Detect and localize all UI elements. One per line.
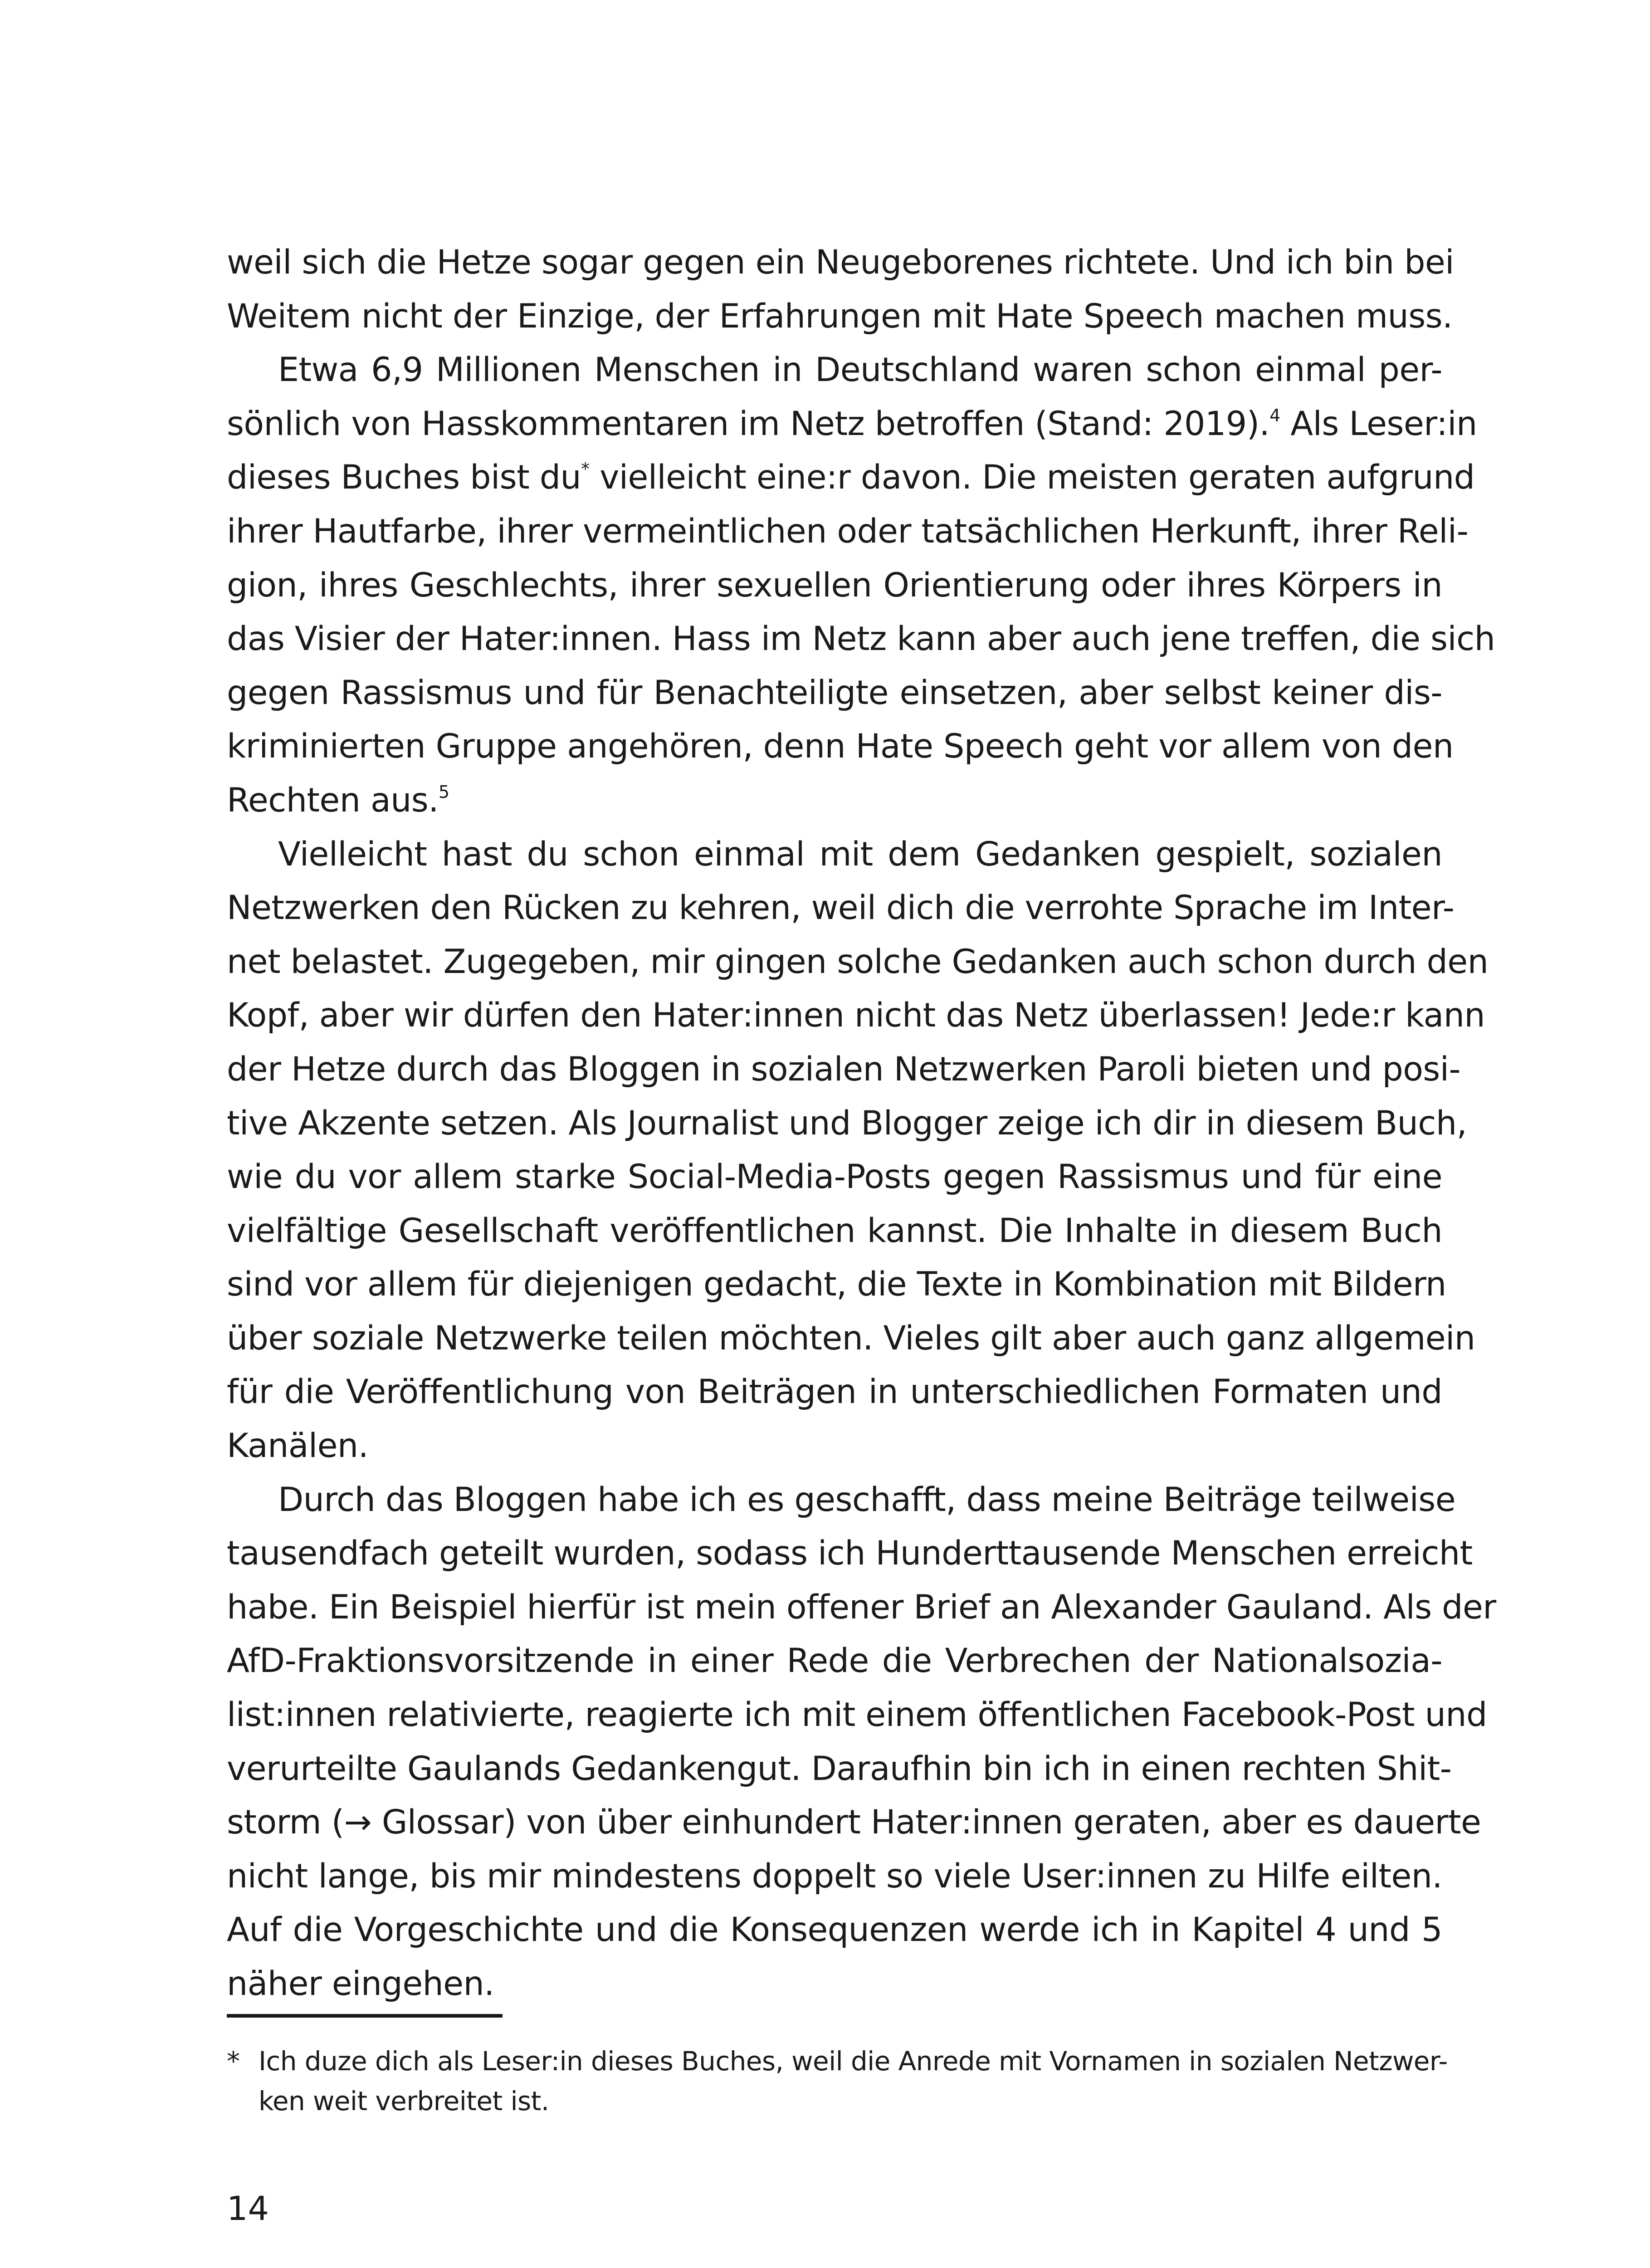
text-line <box>227 1043 1461 1097</box>
text-line-content: Als Leser:in <box>1280 404 1477 443</box>
text-line <box>227 1742 1452 1796</box>
text-line <box>227 1850 1442 1904</box>
text-line-content: storm (→ Glossar) von über einhundert Hater:innen geraten, aber es dauerte <box>227 1803 1481 1842</box>
text-line-content: über soziale Netzwerke teilen möchten. Vieles gilt aber auch ganz allgemein <box>227 1319 1475 1358</box>
text-line <box>227 881 1455 935</box>
body-text <box>227 236 1496 2011</box>
text-line <box>227 989 1485 1043</box>
text-line-content: für die Veröffentlichung von Beiträgen in unterschiedlichen Formaten und <box>227 1373 1442 1412</box>
text-line <box>227 1258 1446 1312</box>
text-line <box>227 1150 1442 1204</box>
text-line <box>227 1634 1442 1688</box>
text-line <box>227 1796 1481 1850</box>
footnote-reference: 5 <box>438 782 449 802</box>
text-line-content: Weitem nicht der Einzige, der Erfahrungen mit Hate Speech machen muss. <box>227 297 1453 336</box>
text-line-content: vielleicht eine:r davon. Die meisten geraten aufgrund <box>589 458 1475 497</box>
text-line-content: net belastet. Zugegeben, mir gingen solche Gedanken auch schon durch den <box>227 942 1489 981</box>
text-line-content: tive Akzente setzen. Als Journalist und Blogger zeige ich dir in diesem Buch, <box>227 1104 1467 1143</box>
text-line <box>227 774 1442 828</box>
text-line-content: gegen Rassismus und für Benachteiligte einsetzen, aber selbst keiner dis- <box>227 673 1442 712</box>
footnote-reference: * <box>581 459 590 479</box>
text-line-content: gion, ihres Geschlechts, ihrer sexuellen Orientierung oder ihres Körpers in <box>227 566 1442 605</box>
text-line <box>227 828 1442 882</box>
text-line <box>227 1957 1442 2011</box>
text-line-content: habe. Ein Beispiel hierfür ist mein offener Brief an Alexander Gauland. Als der <box>227 1588 1496 1627</box>
text-line <box>227 1097 1467 1151</box>
footnote-line: Ich duze dich als Leser:in dieses Buches, weil die Anrede mit Vornamen in sozialen Netzwer- <box>259 2046 1448 2077</box>
text-line <box>227 1419 1442 1473</box>
text-line-content: wie du vor allem starke Social-Media-Posts gegen Rassismus und für eine <box>227 1158 1442 1197</box>
text-line <box>227 343 1442 397</box>
text-line <box>227 236 1454 290</box>
text-line-content: nicht lange, bis mir mindestens doppelt so viele User:innen zu Hilfe eilten. <box>227 1857 1442 1896</box>
text-line-content: Kanälen. <box>227 1427 369 1466</box>
text-line-content: list:innen relativierte, reagierte ich mit einem öffentlichen Facebook-Post und <box>227 1696 1487 1735</box>
page-number: 14 <box>227 2190 269 2228</box>
footnote-line: ken weit verbreitet ist. <box>259 2086 549 2116</box>
text-line <box>227 505 1469 559</box>
text-line-content: Durch das Bloggen habe ich es geschafft, dass meine Beiträge teilweise <box>278 1480 1456 1519</box>
text-line-content: AfD-Fraktionsvorsitzende in einer Rede die Verbrechen der Nationalsozia- <box>227 1642 1442 1681</box>
text-line-content: verurteilte Gaulands Gedankengut. Daraufhin bin ich in einen rechten Shit- <box>227 1749 1452 1788</box>
text-line-content: Etwa 6,9 Millionen Menschen in Deutschland waren schon einmal per- <box>278 351 1442 390</box>
text-line <box>227 1204 1442 1258</box>
footnote <box>227 2041 1448 2121</box>
text-line <box>227 720 1454 774</box>
text-line <box>227 1527 1473 1581</box>
text-line-content: sind vor allem für diejenigen gedacht, die Texte in Kombination mit Bildern <box>227 1265 1446 1304</box>
text-line <box>227 397 1477 451</box>
text-line-content: Kopf, aber wir dürfen den Hater:innen nicht das Netz überlassen! Jede:r kann <box>227 996 1485 1035</box>
text-line <box>227 290 1453 344</box>
footnote-reference: 4 <box>1269 405 1280 425</box>
text-line <box>227 1473 1456 1527</box>
text-line-content: weil sich die Hetze sogar gegen ein Neugeborenes richtete. Und ich bin bei <box>227 243 1454 282</box>
text-line-content: kriminierten Gruppe angehören, denn Hate Speech geht vor allem von den <box>227 727 1454 766</box>
text-line-content: Rechten aus. <box>227 781 439 820</box>
text-line-content: Vielleicht hast du schon einmal mit dem Gedanken gespielt, sozialen <box>278 835 1442 874</box>
text-line-content: ihrer Hautfarbe, ihrer vermeintlichen oder tatsächlichen Herkunft, ihrer Reli- <box>227 512 1469 551</box>
text-line <box>227 451 1475 505</box>
text-line-content: Auf die Vorgeschichte und die Konsequenzen werde ich in Kapitel 4 und 5 <box>227 1911 1442 1950</box>
text-line-content: Netzwerken den Rücken zu kehren, weil dich die verrohte Sprache im Inter- <box>227 889 1455 928</box>
text-line <box>227 666 1442 720</box>
text-line <box>227 1365 1442 1419</box>
text-line-content: tausendfach geteilt wurden, sodass ich Hunderttausende Menschen erreicht <box>227 1534 1473 1573</box>
text-line <box>227 1581 1496 1635</box>
text-line-content: vielfältige Gesellschaft veröffentlichen kannst. Die Inhalte in diesem Buch <box>227 1211 1442 1250</box>
footnote-marker: * <box>227 2046 240 2077</box>
text-line <box>227 612 1495 666</box>
text-line <box>227 1312 1475 1366</box>
text-line-content: sönlich von Hasskommentaren im Netz betroffen (Stand: 2019). <box>227 404 1270 443</box>
text-line-content: das Visier der Hater:innen. Hass im Netz kann aber auch jene treffen, die sich <box>227 620 1495 659</box>
footnote-rule <box>227 2014 503 2018</box>
text-line-content: dieses Buches bist du <box>227 458 581 497</box>
text-line <box>227 1688 1487 1742</box>
text-line-content: näher eingehen. <box>227 1965 494 2003</box>
text-line <box>227 559 1442 613</box>
text-line-content: der Hetze durch das Bloggen in sozialen Netzwerken Paroli bieten und posi- <box>227 1050 1461 1089</box>
text-line <box>227 1903 1442 1957</box>
text-line <box>227 935 1489 989</box>
